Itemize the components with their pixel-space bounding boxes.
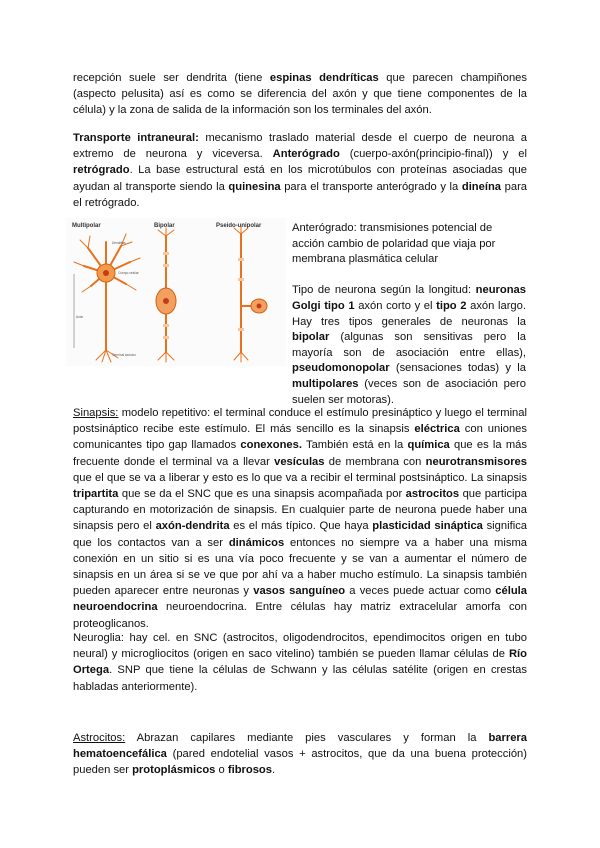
text: (algunas son sensitivas pero la mayoría son de asociación entre ellas), [292, 331, 526, 359]
bold-term: dinámicos [228, 536, 285, 549]
text: que es la más frecuente donde el terminal va a llevar [73, 439, 527, 468]
text: de membrana con [324, 455, 426, 468]
text: para el transporte anterógrado y la [280, 180, 462, 193]
bold-term: astrocitos [405, 488, 460, 501]
bold-term: Anterógrado [272, 148, 340, 161]
label-pseudounipolar: Pseido-unipolar [216, 223, 262, 229]
bold-term: tipo 2 [436, 299, 467, 312]
figure-side-notes [292, 221, 526, 408]
bold-term: neuronas Golgi tipo 1 [292, 284, 526, 312]
bold-term: química [407, 439, 450, 452]
text: para el retrógrado. [73, 180, 528, 209]
text: axón largo. Hay tres tipos generales de neuronas la [292, 299, 526, 328]
text: Tipo de neurona según la longitud: [292, 284, 476, 297]
spacer [292, 268, 526, 284]
bold-term: célula neuroendocrina [73, 585, 527, 614]
side-note-anterogrado: Anterógrado: transmisiones potencial de acción cambio de polaridad que viaja por membrana plasmática celular [292, 222, 496, 266]
paragraph-neuroglia [73, 630, 527, 695]
text: axón corto y el [354, 299, 437, 312]
neuron-types-figure [66, 218, 286, 366]
bold-term: protoplásmicos [132, 764, 216, 777]
text: recepción suele ser dendrita (tiene [73, 72, 270, 84]
text: mecanismo traslado material desde el cuerpo de neurona a extremo de neurona y viceversa. [73, 132, 528, 161]
bold-term: fibrosos [227, 764, 272, 777]
bold-term: Transporte intraneural: [73, 132, 199, 144]
underlined-heading: Sinapsis: [73, 407, 119, 419]
bold-term: pseudomonopolar [292, 362, 390, 375]
text: neuroendocrina. Entre células hay matriz extracelular amorfa con proteoglicanos. [73, 601, 527, 630]
bold-term: eléctrica [414, 423, 460, 436]
text: Neuroglia: hay cel. en SNC (astrocitos, oligodendrocitos, ependimocitos origen en tubo neural) y microgliocitos (origen en saco vitelino) también se pueden llamar células de [73, 632, 527, 661]
text: o [215, 764, 228, 777]
bold-term: tripartita [73, 488, 119, 501]
text: con uniones comunicantes tipo gap llamados [73, 423, 527, 452]
text: a veces puede actuar como [345, 585, 496, 598]
text: es el más típico. Que haya [229, 520, 373, 533]
paragraph-dendrita [73, 70, 527, 119]
label-cuerpo-celular: Cuerpo celular [118, 271, 139, 275]
text: También está en la [301, 439, 408, 452]
bold-term: Río Ortega [73, 648, 527, 677]
bold-term: dineína [461, 180, 502, 193]
text: entonces no siempre va a haber una misma conexión en un sitio si es una vía poco frecuente y se van a aumentar el número de sinapsis en un área si se ve que por ahí va a haber mucho estímulo. La sinapsis también pueden aparecer entre neuronas y [73, 536, 527, 598]
paragraph-astrocitos [73, 730, 527, 779]
text: (veces son de asociación pero suelen ser motoras). [292, 377, 526, 406]
label-terminal-axonico: Terminal axónico [112, 353, 136, 357]
label-bipolar: Bipolar [154, 223, 175, 229]
bold-term: retrógrado [73, 164, 130, 177]
bold-term: vasos sanguíneo [253, 585, 346, 598]
text: que parecen champiñones (aspecto pelusita) así es como se diferencia del axón y que tiene componentes de la célula) y la zona de salida de la información son los terminales del axón. [73, 72, 527, 117]
side-note-tipos-neurona [292, 283, 526, 408]
bold-term: conexones. [240, 439, 302, 452]
text: significa que los contactos van a ser [73, 520, 528, 549]
bold-term: multipolares [292, 377, 359, 390]
text: que el que se va a liberar y esto es lo que va a recibir el terminal postsináptico. La sinapsis [73, 471, 527, 484]
label-axon: Axón [76, 315, 84, 319]
underlined-heading: Astrocitos: [73, 732, 126, 744]
bold-term: bipolar [292, 331, 330, 344]
text: . SNP que tiene la células de Schwann y las células satélite (origen en crestas habladas anteriormente). [73, 664, 527, 693]
text: Abrazan capilares mediante pies vasculares y forman la [125, 732, 489, 744]
label-dendritas: Dendritas [112, 241, 126, 245]
text: que participa capturando en motorización de sinapsis. En cualquier parte de neurona puede haber una sinapsis pero el [73, 488, 527, 533]
text: (pared endotelial vasos + astrocitos, que da una buena protección) pueden ser [73, 748, 527, 777]
paragraph-sinapsis [73, 405, 527, 632]
label-multipolar: Multipolar [72, 223, 101, 229]
text: (sensaciones todas) y la [389, 362, 526, 375]
text: . [272, 764, 276, 777]
bold-term: axón-dendrita [155, 520, 230, 533]
text: modelo repetitivo: el terminal conduce el estímulo presináptico y luego el terminal postsináptico recibe este estímulo. El más sencillo es la sinapsis [73, 407, 527, 436]
bold-term: espinas dendríticas [269, 72, 379, 84]
text: (cuerpo-axón(principio-final)) y el [339, 148, 527, 161]
bold-term: plasticidad sináptica [372, 520, 483, 533]
bold-term: barrera hematoencefálica [73, 732, 527, 761]
bold-term: vesículas [274, 455, 325, 468]
text: que se da el SNC que es una sinapsis acompañada por [118, 488, 406, 501]
paragraph-transporte-intraneural [73, 130, 527, 211]
text: . La base estructural está en los microtúbulos con proteínas asociadas que ayudan al transporte siendo la [73, 164, 527, 193]
bold-term: neurotransmisores [425, 455, 527, 468]
bold-term: quinesina [228, 180, 281, 193]
